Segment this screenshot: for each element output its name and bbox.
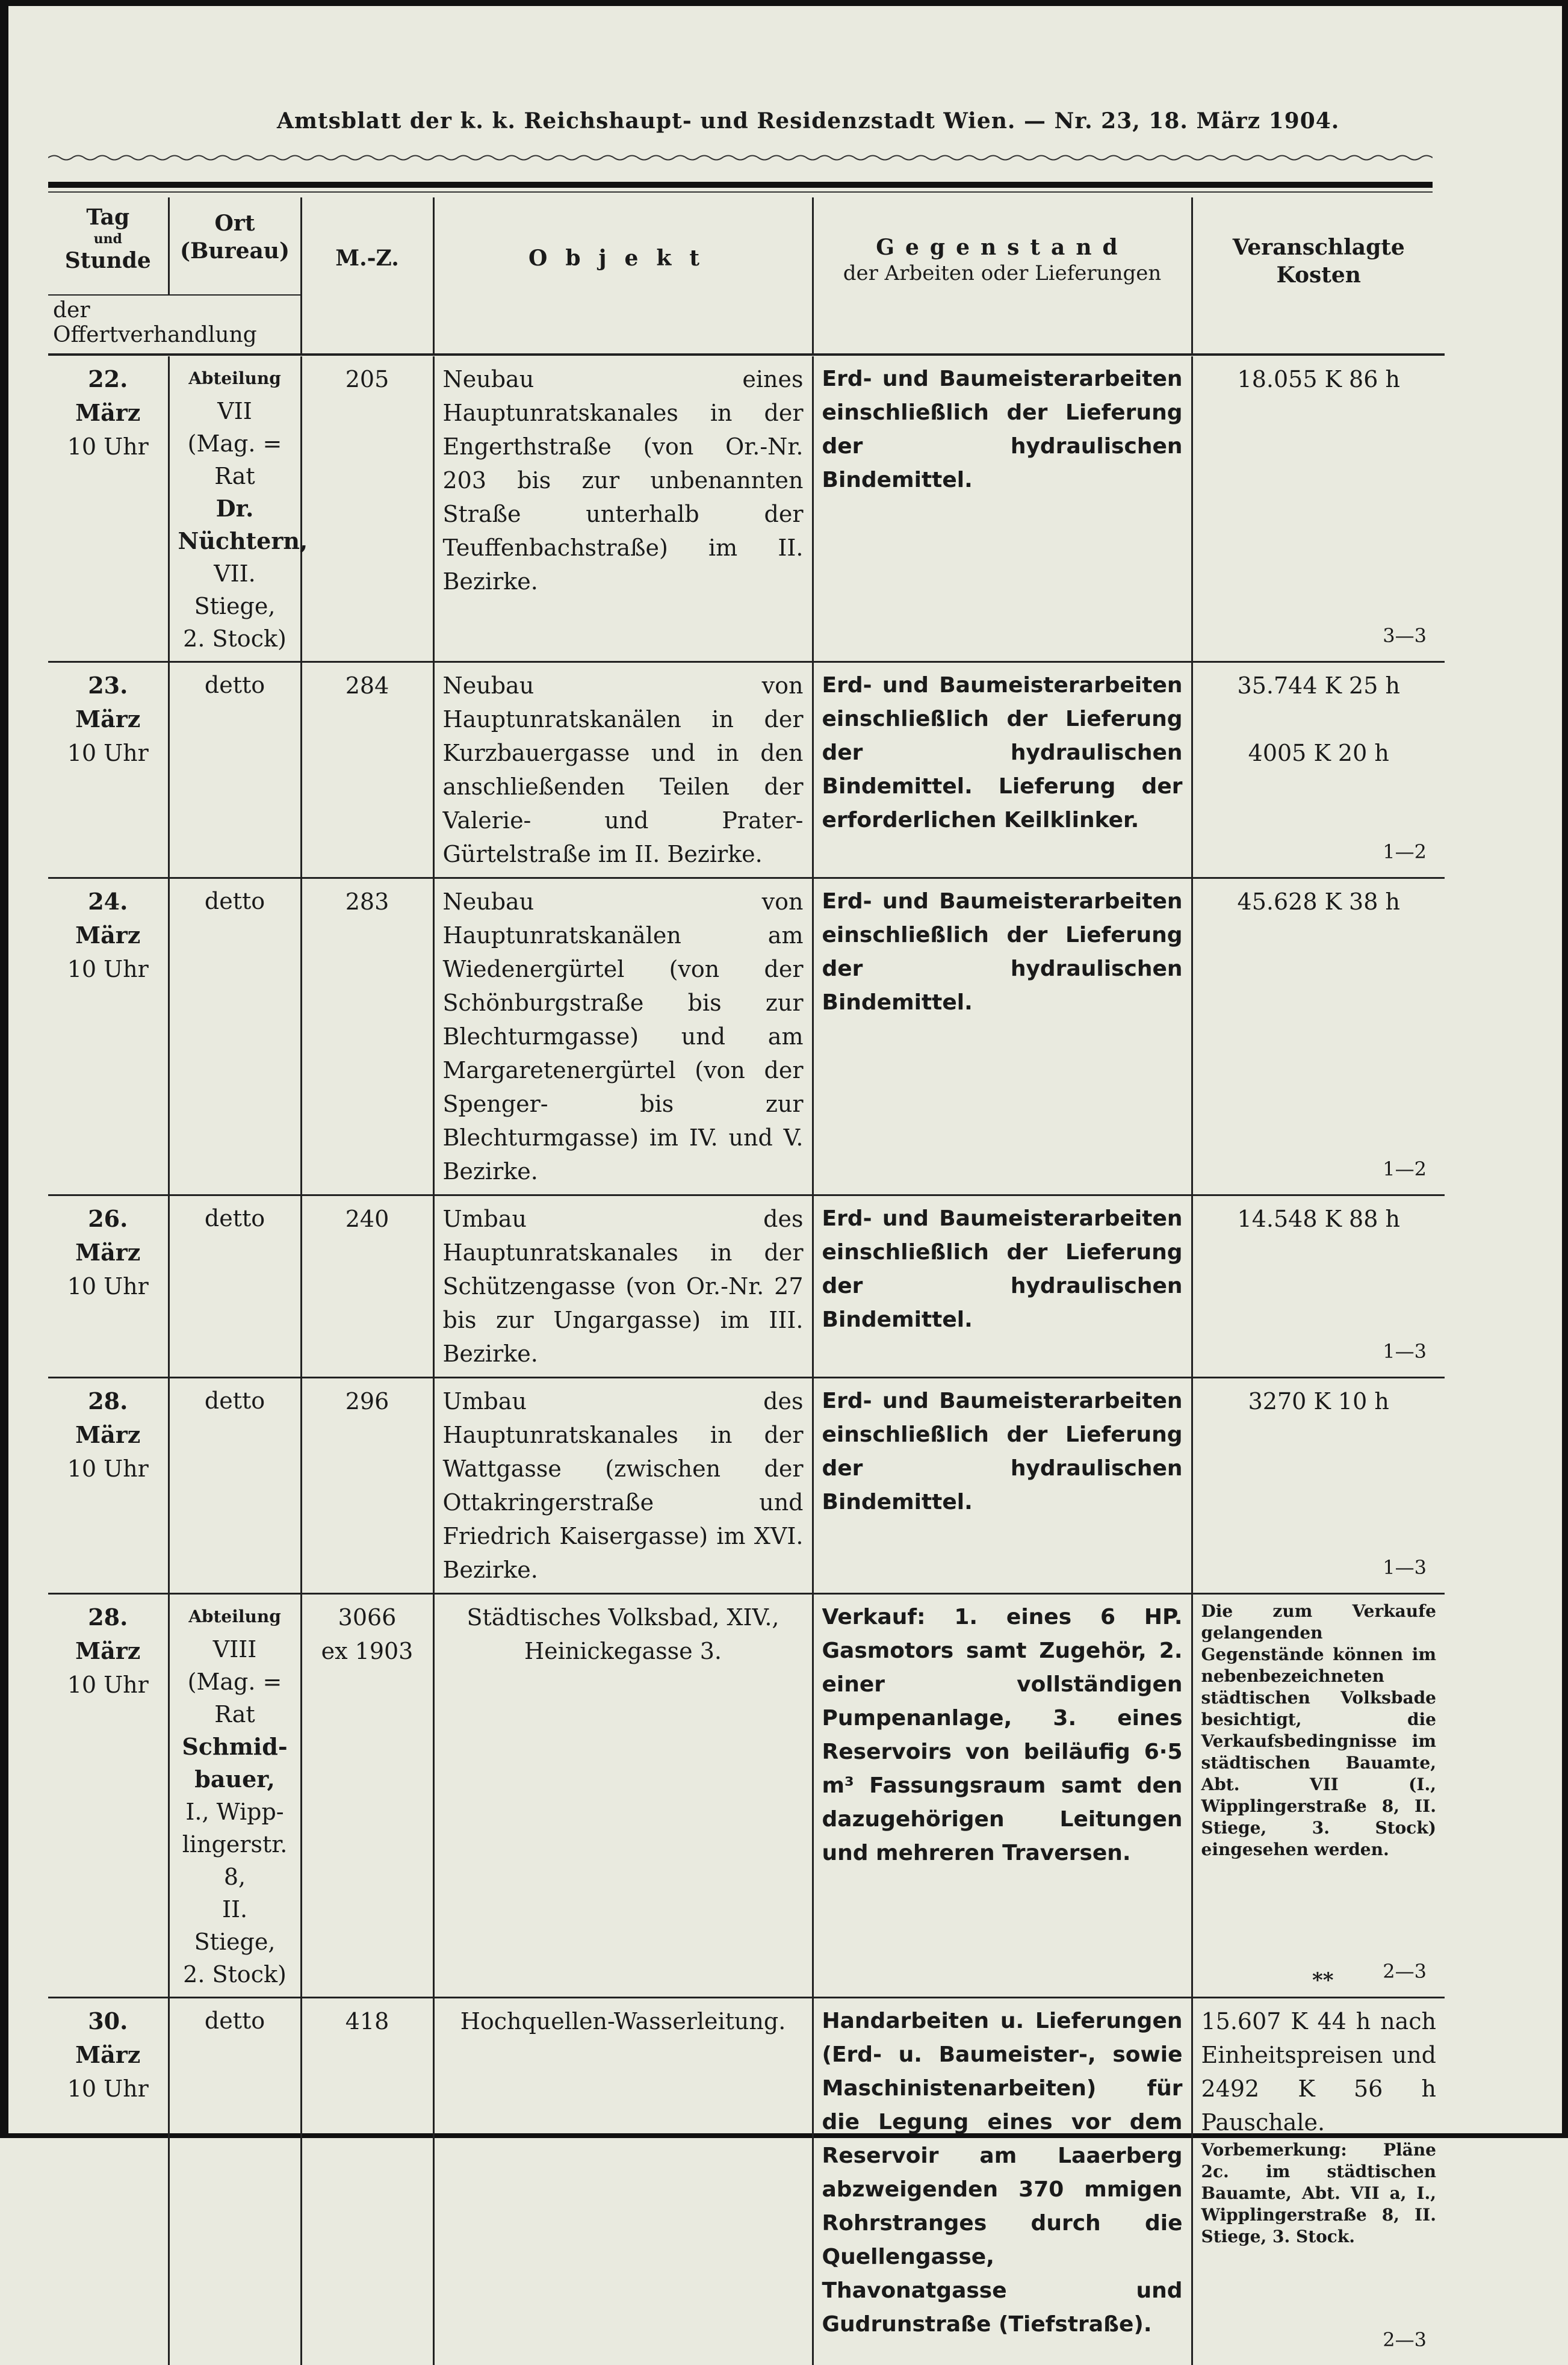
office-line: II. Stiege,: [194, 1896, 276, 1955]
row-mz: [301, 662, 433, 878]
cost-value: 4005 K 20 h: [1248, 740, 1389, 766]
office-line: Abteilung: [188, 1607, 281, 1626]
row-cost: [1192, 1378, 1445, 1594]
office-line: 2. Stock): [183, 625, 287, 652]
row-gegenstand: Erd- und Baumeisterarbeiten einschließlich der Lieferung der hydraulischen Bindemittel.: [813, 878, 1192, 1195]
date-day: 28. März: [75, 1604, 141, 1664]
date-day: 22. März: [75, 365, 141, 426]
mz-value: 205: [345, 366, 389, 392]
date-hour: 10 Uhr: [67, 956, 149, 982]
date-hour: 10 Uhr: [67, 1455, 149, 1482]
date-hour: 10 Uhr: [67, 740, 149, 766]
date-hour: 10 Uhr: [67, 433, 149, 460]
row-cost: [1192, 356, 1445, 662]
row-cost: [1192, 1594, 1445, 1998]
row-gegenstand: Verkauf: 1. eines 6 HP. Gasmotors samt Zugehör, 2. einer vollständigen Pumpenanlage, 3. eines Reservoirs von beiläufig 6·5 m³ Fassungsraum samt den dazugehörigen Leitungen und mehreren Traversen.: [813, 1594, 1192, 1998]
wavy-rule: [48, 153, 1433, 162]
row-date: [48, 1594, 169, 1998]
row-cost: [1192, 1998, 1445, 2365]
cost-value: 3270 K 10 h: [1248, 1388, 1389, 1415]
row-mz: [301, 1378, 433, 1594]
row-office: [169, 878, 301, 1195]
table-row: [48, 662, 1445, 878]
insertion-ref: 2—3: [1383, 1960, 1427, 1983]
insertion-ref: 1—2: [1383, 1158, 1427, 1180]
date-day: 30. März: [75, 2007, 141, 2068]
row-office: [169, 1195, 301, 1378]
office-line: Schmid-: [182, 1733, 288, 1760]
offertverhandlung-label: der Offertverhandlung: [48, 295, 301, 355]
cost-value: [1201, 702, 1437, 736]
footer-mark: **: [1312, 1968, 1334, 1992]
header-thick-rule: [48, 182, 1433, 188]
row-mz: [301, 1998, 433, 2365]
col-mz: M.-Z.: [301, 197, 433, 295]
row-objekt: Neubau eines Hauptunratskanales in der Engerthstraße (von Or.-Nr. 203 bis zur unbenannten Straße unterhalb der Teuffenbachstraße) im II. Bezirke.: [433, 356, 813, 662]
table-header-row: [48, 197, 1445, 295]
office-line: VIII: [212, 1636, 257, 1663]
mz-value: 418: [345, 2008, 389, 2035]
office-line: detto: [204, 672, 265, 698]
row-gegenstand: Erd- und Baumeisterarbeiten einschließlich der Lieferung der hydraulischen Bindemittel.: [813, 1378, 1192, 1594]
office-line: detto: [204, 2007, 265, 2034]
row-date: [48, 1195, 169, 1378]
office-line: (Mag. = Rat: [187, 430, 282, 489]
table-row: [48, 1998, 1445, 2365]
row-office: [169, 356, 308, 662]
table-row: [48, 1378, 1445, 1594]
mz-value: 3066: [338, 1604, 397, 1631]
cost-value: 14.548 K 88 h: [1237, 1206, 1400, 1232]
mz-value: 240: [345, 1206, 389, 1232]
row-gegenstand: Handarbeiten u. Lieferungen (Erd- u. Baumeister-, sowie Maschinistenarbeiten) für die Legung eines vor dem Reservoir am Laaerberg abzweigenden 370 mmigen Rohrstranges durch die Quellengasse, Thavonatgasse und Gudrunstraße (Tiefstraße).: [813, 1998, 1192, 2365]
row-gegenstand: Erd- und Baumeisterarbeiten einschließlich der Lieferung der hydraulischen Bindemittel.: [813, 1195, 1192, 1378]
row-date: [48, 1378, 169, 1594]
date-day: 23. März: [75, 672, 141, 733]
row-mz: [301, 878, 433, 1195]
office-line: VII. Stiege,: [194, 560, 276, 619]
offer-rows: [48, 356, 1445, 2365]
mz-value: 284: [345, 672, 389, 699]
mz-value: 296: [345, 1388, 389, 1415]
running-head: Amtsblatt der k. k. Reichshaupt- und Residenzstadt Wien. — Nr. 23, 18. März 1904.: [277, 108, 1340, 134]
insertion-ref: 1—3: [1383, 1340, 1427, 1363]
col-gegenstand: Gegenstand der Arbeiten oder Lieferungen: [813, 197, 1192, 295]
office-line: detto: [204, 1205, 265, 1232]
cost-value: 18.055 K 86 h: [1237, 366, 1400, 392]
office-line: 2. Stock): [183, 1961, 287, 1988]
header-thin-rule: [48, 191, 1433, 193]
col-ort-bureau: Ort (Bureau): [169, 197, 301, 295]
row-office: [169, 1594, 301, 1998]
row-office: [169, 662, 301, 878]
row-objekt: Neubau von Hauptunratskanälen am Wiedenergürtel (von der Schönburgstraße bis zur Blechturmgasse) und am Margaretenergürtel (von der Spenger- bis zur Blechturmgasse) im IV. und V. Bezirke.: [433, 878, 813, 1195]
col-tag-stunde: Tag und Stunde: [64, 205, 151, 273]
col-objekt: Objekt: [433, 197, 813, 295]
row-office: [169, 1378, 301, 1594]
col-kosten: Veranschlagte Kosten: [1192, 197, 1445, 295]
row-cost: [1192, 878, 1445, 1195]
office-line: bauer,: [194, 1765, 275, 1793]
mz-value: 283: [345, 888, 389, 915]
row-objekt: Hochquellen-Wasserleitung.: [433, 1998, 813, 2365]
row-office: [169, 1998, 301, 2365]
row-objekt: Städtisches Volksbad, XIV., Heinickegasse 3.: [433, 1594, 813, 1998]
table-row: [48, 1594, 1445, 1998]
office-line: Abteilung: [188, 368, 281, 388]
cost-note: Vorbemerkung: Pläne 2c. im städtischen Bauamte, Abt. VII a, I., Wipplingerstraße 8, II. Stiege, 3. Stock.: [1201, 2140, 1436, 2246]
offer-table: [48, 197, 1445, 356]
mz-value: ex 1903: [321, 1638, 414, 1664]
office-line: VII: [217, 398, 252, 424]
office-line: detto: [204, 888, 265, 914]
date-hour: 10 Uhr: [67, 1672, 149, 1698]
insertion-ref: 1—2: [1383, 840, 1427, 863]
insertion-ref: 2—3: [1383, 2328, 1427, 2351]
row-mz: [301, 1594, 433, 1998]
table-row: [48, 356, 1445, 662]
insertion-ref: 1—3: [1383, 1556, 1427, 1579]
row-objekt: Umbau des Hauptunratskanales in der Wattgasse (zwischen der Ottakringerstraße und Friedrich Kaisergasse) im XVI. Bezirke.: [433, 1378, 813, 1594]
cost-value: 35.744 K 25 h: [1237, 672, 1400, 699]
row-objekt: Umbau des Hauptunratskanales in der Schützengasse (von Or.-Nr. 27 bis zur Ungargasse) im III. Bezirke.: [433, 1195, 813, 1378]
row-gegenstand: Erd- und Baumeisterarbeiten einschließlich der Lieferung der hydraulischen Bindemittel.: [813, 356, 1192, 662]
row-cost: [1192, 662, 1445, 878]
date-day: 26. März: [75, 1205, 141, 1266]
office-line: Dr.: [215, 495, 254, 522]
cost-note: Die zum Verkaufe gelangenden Gegenstände können im nebenbezeichneten städtischen Volksbade besichtigt, die Verkaufsbedingnisse im städtischen Bauamte, Abt. VII (I., Wipplingerstraße 8, II. Stiege, 3. Stock) eingesehen werden.: [1201, 1601, 1436, 1859]
row-mz: [301, 356, 433, 662]
row-date: [48, 662, 169, 878]
row-cost: [1192, 1195, 1445, 1378]
office-line: detto: [204, 1387, 265, 1414]
row-date: [48, 356, 169, 662]
office-line: I., Wipp-: [185, 1799, 284, 1825]
date-hour: 10 Uhr: [67, 1273, 149, 1300]
office-line: Nüchtern,: [178, 527, 308, 554]
date-day: 24. März: [75, 888, 141, 949]
date-hour: 10 Uhr: [67, 2075, 149, 2102]
date-day: 28. März: [75, 1387, 141, 1448]
row-objekt: Neubau von Hauptunratskanälen in der Kurzbauergasse und in den anschließenden Teilen der Valerie- und Prater-Gürtelstraße im II. Bezirke.: [433, 662, 813, 878]
row-date: [48, 1998, 169, 2365]
row-gegenstand: Erd- und Baumeisterarbeiten einschließlich der Lieferung der hydraulischen Bindemittel. Lieferung der erforderlichen Keilklinker.: [813, 662, 1192, 878]
table-row: [48, 1195, 1445, 1378]
row-date: [48, 878, 169, 1195]
cost-value: 45.628 K 38 h: [1237, 888, 1400, 915]
cost-value: 15.607 K 44 h nach Einheitspreisen und 2492 K 56 h Pauschale.: [1201, 2008, 1436, 2136]
office-line: lingerstr. 8,: [182, 1831, 288, 1890]
row-mz: [301, 1195, 433, 1378]
insertion-ref: 3—3: [1383, 624, 1427, 647]
office-line: (Mag. = Rat: [187, 1669, 282, 1728]
table-row: [48, 878, 1445, 1195]
table-subheader-row: [48, 295, 1445, 355]
